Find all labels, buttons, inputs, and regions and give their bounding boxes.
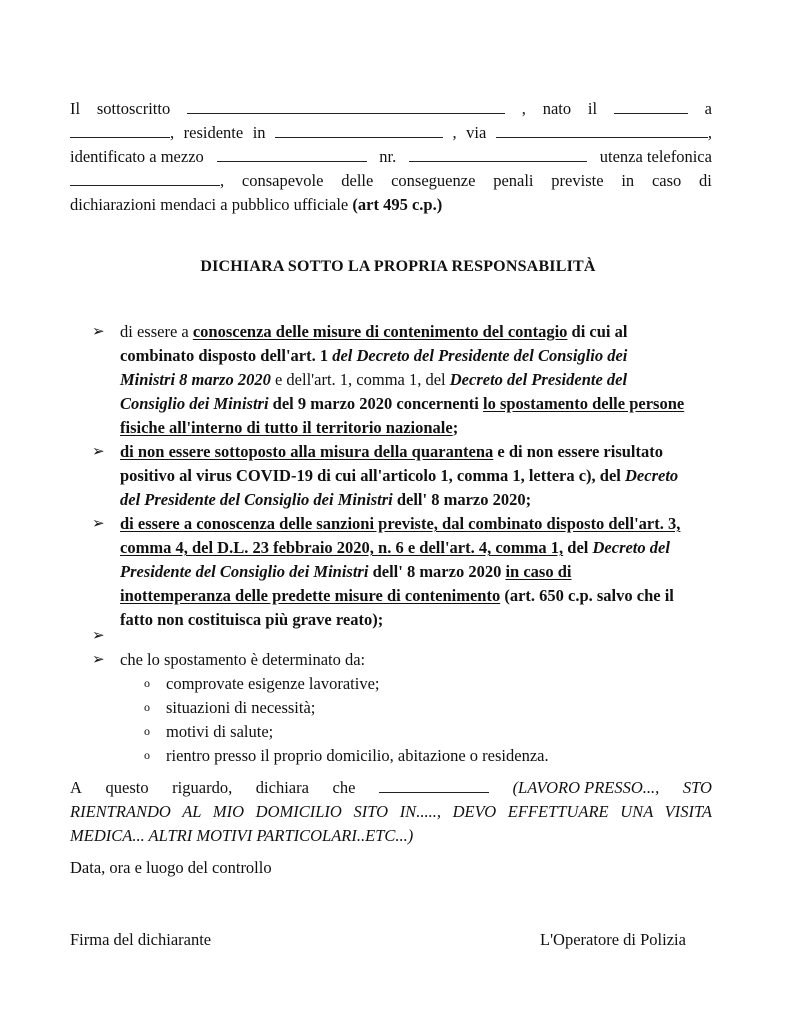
text: sottoscritto bbox=[96, 99, 171, 118]
reason-field[interactable] bbox=[379, 776, 489, 793]
arrow-bullet-icon: ➢ bbox=[92, 516, 105, 532]
b3-line-4: inottemperanza delle predette misure di contenimento (art. 650 c.p. salvo che il bbox=[120, 586, 674, 605]
document-type-field[interactable] bbox=[217, 145, 367, 162]
b5-line: che lo spostamento è determinato da: bbox=[120, 650, 366, 669]
text: dichiarazioni mendaci a pubblico ufficiale bbox=[70, 195, 353, 214]
circle-bullet-icon: o bbox=[144, 700, 150, 714]
police-officer-label: L'Operatore di Polizia bbox=[540, 930, 686, 949]
text: a bbox=[704, 99, 712, 118]
text: conseguenze bbox=[391, 171, 476, 190]
b2-line-3: del Presidente del Consiglio dei Ministri dell' 8 marzo 2020; bbox=[120, 490, 532, 509]
text: previste bbox=[551, 171, 604, 190]
text: utenza telefonica bbox=[599, 147, 712, 166]
arrow-bullet-icon: ➢ bbox=[92, 652, 105, 668]
text: consapevole bbox=[241, 171, 324, 190]
text: il bbox=[587, 99, 598, 118]
text: penali bbox=[493, 171, 534, 190]
text: di bbox=[699, 171, 712, 190]
text: residente bbox=[183, 123, 244, 142]
name-field[interactable] bbox=[187, 97, 505, 114]
intro-line-2 bbox=[70, 121, 712, 145]
b1-line-3: Ministri 8 marzo 2020 e dell'art. 1, comma 1, del Decreto del Presidente del bbox=[120, 370, 628, 389]
b1-line-2: combinato disposto dell'art. 1 del Decreto del Presidente del Consiglio dei bbox=[120, 346, 628, 365]
arrow-bullet-icon: ➢ bbox=[92, 324, 105, 340]
circle-bullet-icon: o bbox=[144, 676, 150, 690]
text: identificato a mezzo bbox=[70, 147, 204, 166]
circle-bullet-icon: o bbox=[144, 724, 150, 738]
legal-reference: (art 495 c.p.) bbox=[352, 195, 443, 214]
reason-item: rientro presso il proprio domicilio, abitazione o residenza. bbox=[166, 746, 549, 765]
b2-line-1: di non essere sottoposto alla misura della quarantena e di non essere risultato bbox=[120, 442, 663, 461]
text: in bbox=[252, 123, 266, 142]
intro-line-5 bbox=[70, 193, 712, 217]
text: , bbox=[452, 123, 457, 142]
phone-field[interactable] bbox=[70, 169, 220, 186]
arrow-bullet-icon: ➢ bbox=[92, 628, 105, 644]
text: in bbox=[621, 171, 635, 190]
intro-line-3 bbox=[70, 145, 712, 169]
text: , bbox=[220, 171, 225, 190]
text: caso bbox=[651, 171, 682, 190]
b2-line-2: positivo al virus COVID-19 di cui all'articolo 1, comma 1, lettera c), del Decreto bbox=[120, 466, 679, 485]
b1-line-1: di essere a conoscenza delle misure di contenimento del contagio di cui al bbox=[120, 322, 628, 341]
arrow-bullet-icon: ➢ bbox=[92, 444, 105, 460]
intro-line-4 bbox=[70, 169, 712, 193]
residence-field[interactable] bbox=[275, 121, 443, 138]
birth-date-field[interactable] bbox=[614, 97, 688, 114]
document-number-field[interactable] bbox=[409, 145, 587, 162]
reason-item: motivi di salute; bbox=[166, 722, 274, 741]
intro-line-1 bbox=[70, 97, 712, 121]
reason-item: comprovate esigenze lavorative; bbox=[166, 674, 380, 693]
b3-line-1: di essere a conoscenza delle sanzioni previste, dal combinato disposto dell'art. 3, bbox=[120, 514, 681, 533]
declaration-title: DICHIARA SOTTO LA PROPRIA RESPONSABILITÀ bbox=[200, 258, 596, 275]
regard-line-2: RIENTRANDO AL MIO DOMICILIO SITO IN....., DEVO EFFETTUARE UNA VISITA bbox=[70, 802, 712, 821]
text: delle bbox=[341, 171, 374, 190]
birth-place-field[interactable] bbox=[70, 121, 170, 138]
text: nato bbox=[542, 99, 572, 118]
text: , bbox=[521, 99, 526, 118]
regard-line-3: MEDICA... ALTRI MOTIVI PARTICOLARI..ETC...) bbox=[70, 826, 414, 845]
text: Il bbox=[70, 99, 81, 118]
b3-line-3: Presidente del Consiglio dei Ministri dell' 8 marzo 2020 in caso di bbox=[120, 562, 572, 581]
date-time-place-label: Data, ora e luogo del controllo bbox=[70, 858, 272, 877]
b3-line-2: comma 4, del D.L. 23 febbraio 2020, n. 6 e dell'art. 4, comma 1, del Decreto del bbox=[120, 538, 670, 557]
text: , bbox=[170, 123, 175, 142]
text: via bbox=[466, 123, 487, 142]
declarant-signature-label: Firma del dichiarante bbox=[70, 930, 212, 949]
b1-line-4: Consiglio dei Ministri del 9 marzo 2020 concernenti lo spostamento delle persone bbox=[120, 394, 685, 413]
reason-item: situazioni di necessità; bbox=[166, 698, 316, 717]
street-field[interactable] bbox=[496, 121, 708, 138]
b1-line-5: fisiche all'interno di tutto il territorio nazionale; bbox=[120, 418, 459, 437]
text: , bbox=[707, 123, 712, 142]
circle-bullet-icon: o bbox=[144, 748, 150, 762]
text: nr. bbox=[379, 147, 397, 166]
regard-line-1: A questo riguardo, dichiara che (LAVORO PRESSO..., STO bbox=[70, 778, 712, 797]
b3-line-5: fatto non costituisca più grave reato); bbox=[120, 610, 384, 629]
